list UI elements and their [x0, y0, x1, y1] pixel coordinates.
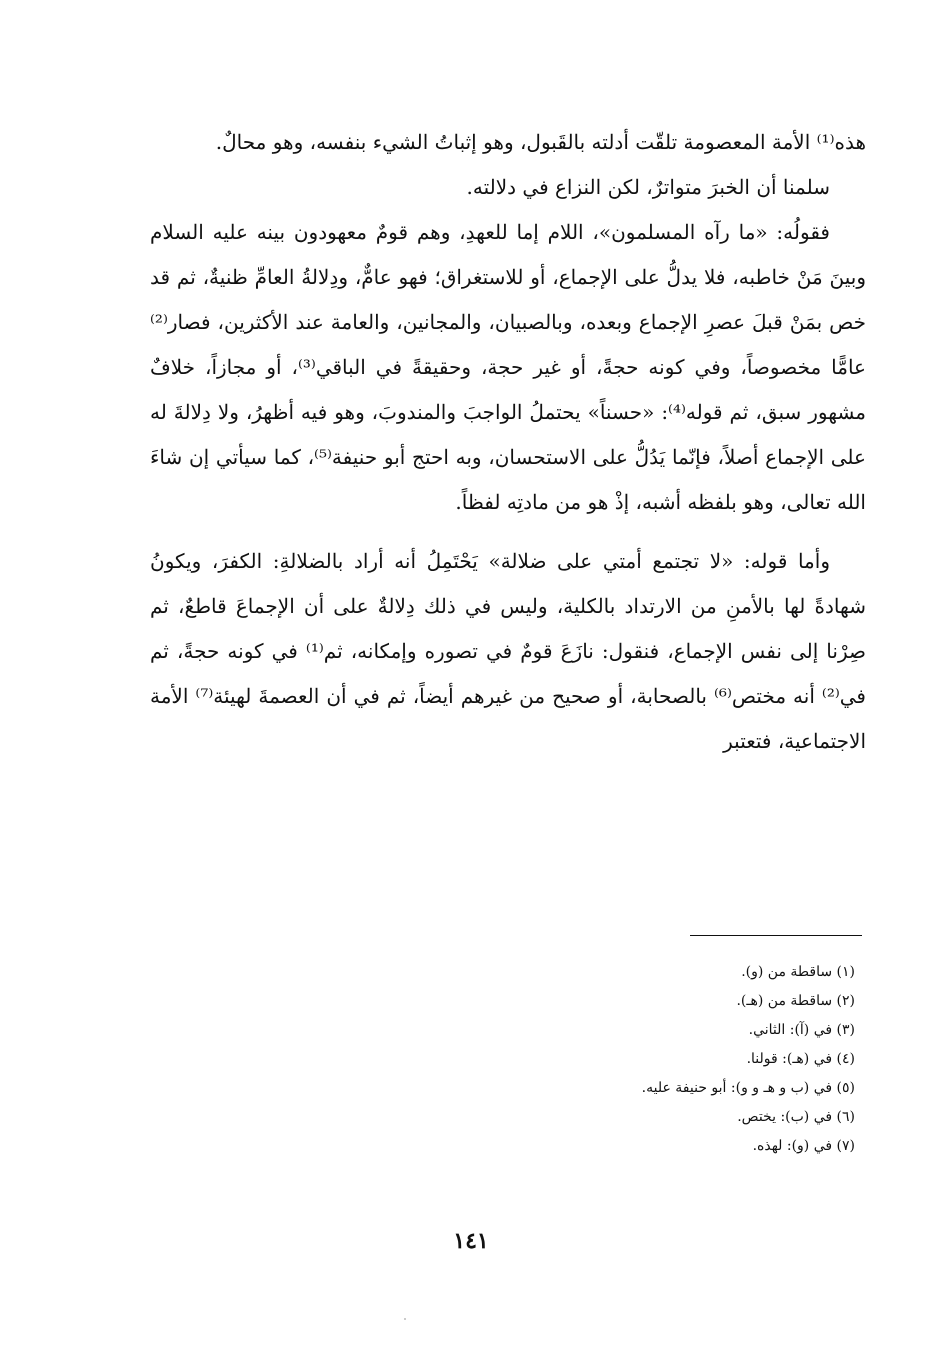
footnote-5: (٥) في (ب و هـ و و): أبو حنيفة عليه. — [641, 1080, 855, 1096]
paragraph-2: سلمنا أن الخبرَ متواترٌ، لكن النزاع في دلالته. — [466, 175, 830, 199]
footnote-separator — [690, 935, 862, 936]
scan-artifact — [404, 1318, 406, 1320]
footnote-3: (٣) في (آ): الثاني. — [748, 1022, 855, 1038]
paragraph-3: فقولُه: «ما رآه المسلمون»، اللام إما للعهدِ، وهم قومٌ معهودون بينه عليه السلام وبينَ مَنْ خاطبه، فلا يدلُّ على الإجماع، أو للاستغراق؛ فهو عامٌّ، ودِلالةُ العامِّ ظنيةٌ، ثم قد خص بمَنْ قبلَ عصرِ الإجماع وبعده، وبالصبيان، والمجانين، والعامة عند الأكثرين، فصار⁽²⁾ عامًّا مخصوصاً، وفي كونه حجةً، أو غير حجة، وحقيقةً في الباقي⁽³⁾، أو مجازاً، خلافٌ مشهور سبق، ثم قوله⁽⁴⁾: «حسناً» يحتملُ الواجبَ والمندوبَ، وهو فيه أظهرُ، ولا دِلالةَ له على الإجماع أصلاً، فإنّما يَدُلُّ على الاستحسان، وبه احتج أبو حنيفة⁽⁵⁾، كما سيأتي إن شاءَ الله تعالى، وهو بلفظه أشبه، إذْ هو من مادتِه لفظاً. — [150, 220, 866, 514]
footnotes — [300, 958, 855, 1161]
page-number: ١٤١ — [453, 1228, 489, 1254]
footnote-1: (١) ساقطة من (و). — [741, 964, 855, 980]
footnote-7: (٧) في (و): لهذه. — [752, 1138, 855, 1154]
paragraph-1: هذه⁽¹⁾ الأمة المعصومة تلقّت أدلته بالقَبول، وهو إثباتُ الشيء بنفسه، وهو محالٌ. — [215, 130, 866, 154]
footnote-2: (٢) ساقطة من (هـ). — [736, 993, 855, 1009]
main-text-body — [150, 120, 866, 764]
paragraph-4: وأما قوله: «لا تجتمع أمتي على ضلالة» يَحْتَمِلُ أنه أراد بالضلالةِ: الكفرَ، ويكونُ شهادةً لها بالأمنِ من الارتداد بالكلية، وليس في ذلك دِلالةٌ على أن الإجماعَ قاطعٌ، ثم صِرْنا إلى نفس الإجماع، فنقول: نازَعَ قومٌ في تصوره وإمكانه، ثم⁽¹⁾ في كونه حجةً، ثم في⁽²⁾ أنه مختص⁽⁶⁾ بالصحابة، أو صحيح من غيرهم أيضاً، ثم في أن العصمةَ لهيئة⁽⁷⁾ الأمة الاجتماعية، فتعتبر — [150, 549, 866, 753]
footnote-6: (٦) في (ب): يختص. — [737, 1109, 855, 1125]
footnote-4: (٤) في (هـ): قولنا. — [746, 1051, 855, 1067]
